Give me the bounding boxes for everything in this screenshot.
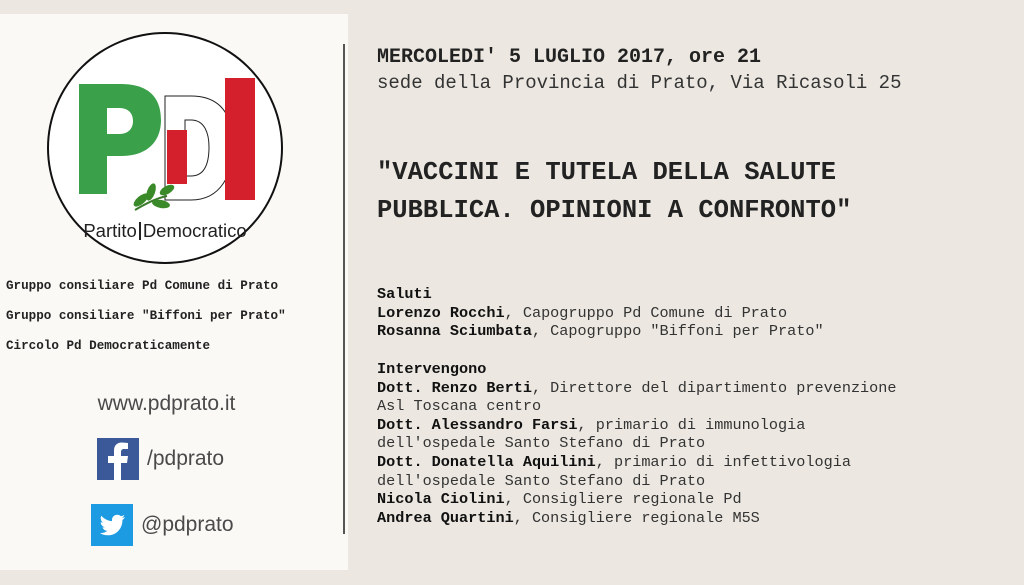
speaker-name: Andrea Quartini bbox=[377, 508, 514, 527]
speaker-row bbox=[377, 509, 897, 528]
speaker-role-continued: dell'ospedale Santo Stefano di Prato bbox=[377, 471, 706, 490]
speaker-role: , Capogruppo "Biffoni per Prato" bbox=[531, 322, 824, 341]
group-item: Gruppo consiliare Pd Comune di Prato bbox=[6, 279, 279, 293]
groups-list bbox=[6, 279, 286, 369]
speaker-role: , Consigliere regionale Pd bbox=[504, 490, 742, 509]
speaker-role: , Consigliere regionale M5S bbox=[513, 508, 760, 527]
twitter-handle: @pdprato bbox=[141, 513, 234, 536]
vertical-divider bbox=[343, 44, 345, 534]
speaker-role-continued: Asl Toscana centro bbox=[377, 397, 542, 416]
logo-caption-right: Democratico bbox=[142, 220, 247, 241]
speaker-name: Lorenzo Rocchi bbox=[377, 303, 505, 322]
website-link[interactable]: www.pdprato.it bbox=[97, 392, 236, 415]
speaker-row bbox=[377, 304, 824, 323]
intervengono-heading: Intervengono bbox=[377, 360, 487, 378]
logo-caption-left: Partito bbox=[83, 220, 137, 241]
event-date: MERCOLEDI' 5 LUGLIO 2017, ore 21 bbox=[377, 46, 762, 69]
group-item: Gruppo consiliare "Biffoni per Prato" bbox=[6, 309, 286, 323]
speaker-row bbox=[377, 453, 897, 472]
event-title-line-2: PUBBLICA. OPINIONI A CONFRONTO" bbox=[377, 196, 852, 225]
intervengono-section bbox=[377, 360, 897, 527]
speaker-row bbox=[377, 379, 897, 398]
facebook-handle: /pdprato bbox=[147, 447, 225, 470]
event-title-line-1: "VACCINI E TUTELA DELLA SALUTE bbox=[377, 158, 837, 187]
speaker-role: , primario di infettivologia bbox=[595, 452, 851, 471]
speaker-name: Nicola Ciolini bbox=[377, 490, 505, 509]
speaker-role-continued: dell'ospedale Santo Stefano di Prato bbox=[377, 434, 706, 453]
speaker-name: Rosanna Sciumbata bbox=[377, 322, 532, 341]
left-panel bbox=[0, 14, 348, 570]
speaker-row bbox=[377, 490, 897, 509]
speaker-role: , primario di immunologia bbox=[577, 415, 806, 434]
twitter-link[interactable] bbox=[91, 504, 234, 546]
speaker-name: Dott. Alessandro Farsi bbox=[377, 415, 578, 434]
logo-caption bbox=[49, 220, 281, 242]
speaker-row bbox=[377, 322, 824, 341]
speaker-role: , Direttore del dipartimento prevenzione bbox=[531, 378, 897, 397]
facebook-link[interactable] bbox=[97, 438, 224, 480]
pd-logo bbox=[47, 32, 283, 264]
facebook-icon bbox=[97, 438, 139, 480]
group-item: Circolo Pd Democraticamente bbox=[6, 339, 211, 353]
speaker-name: Dott. Renzo Berti bbox=[377, 378, 532, 397]
speaker-row bbox=[377, 416, 897, 435]
twitter-icon bbox=[91, 504, 133, 546]
event-title bbox=[377, 154, 851, 230]
saluti-section bbox=[377, 285, 824, 341]
speaker-name: Dott. Donatella Aquilini bbox=[377, 452, 596, 471]
speaker-role: , Capogruppo Pd Comune di Prato bbox=[504, 303, 788, 322]
event-venue: sede della Provincia di Prato, Via Ricasoli 25 bbox=[377, 72, 902, 94]
saluti-heading: Saluti bbox=[377, 285, 432, 303]
